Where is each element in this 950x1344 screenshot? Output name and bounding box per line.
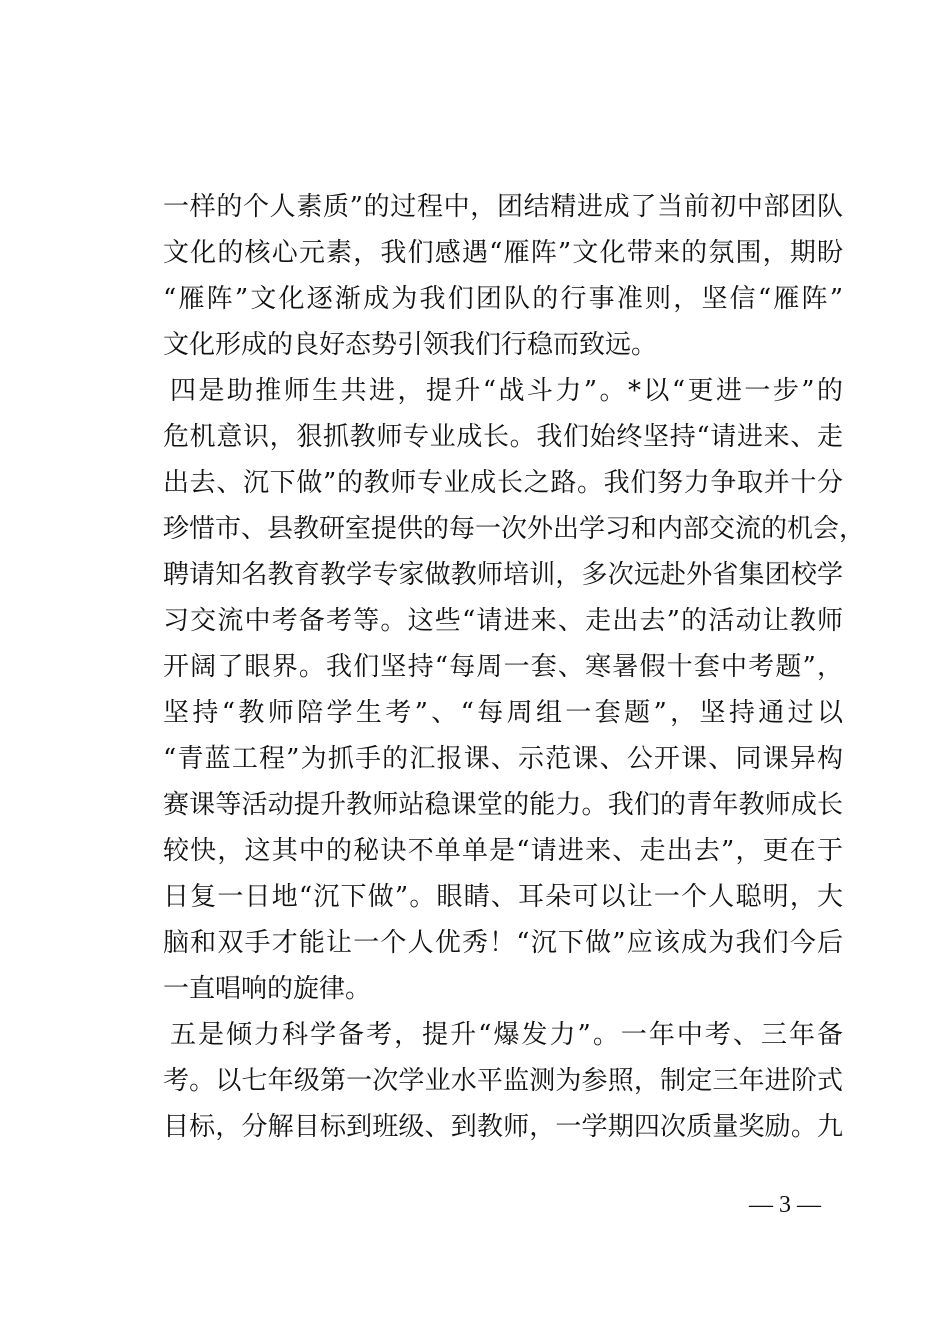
text-line: 习交流中考备考等。这些“请进来、走出去”的活动让教师 <box>163 606 843 636</box>
text-line: 珍惜市、县教研室提供的每一次外出学习和内部交流的机会， <box>163 514 866 544</box>
text-line: 一样的个人素质”的过程中，团结精进成了当前初中部团队 <box>163 192 843 222</box>
text-line: 坚持“教师陪学生考”、“每周组一套题”，坚持通过以 <box>163 698 843 728</box>
text-line: 较快，这其中的秘诀不单单是“请进来、走出去”，更在于 <box>163 836 843 866</box>
text-line: 赛课等活动提升教师站稳课堂的能力。我们的青年教师成长 <box>163 790 843 820</box>
text-line: 聘请知名教育教学专家做教师培训，多次远赴外省集团校学 <box>163 560 843 590</box>
text-line: 考。以七年级第一次学业水平监测为参照，制定三年进阶式 <box>163 1066 843 1096</box>
text-line: “青蓝工程”为抓手的汇报课、示范课、公开课、同课异构 <box>163 744 843 774</box>
page-number: — 3 — <box>749 1192 821 1218</box>
paragraph-3 <box>163 1012 843 1150</box>
paragraph-2 <box>163 368 866 1012</box>
text-line: 文化的核心元素，我们感遇“雁阵”文化带来的氛围，期盼 <box>163 238 843 268</box>
text-line: 出去、沉下做”的教师专业成长之路。我们努力争取并十分 <box>163 468 843 498</box>
body-text <box>163 184 866 1150</box>
text-line: 一直唱响的旋律。 <box>163 974 372 1004</box>
text-line: 目标，分解目标到班级、到教师，一学期四次质量奖励。九 <box>163 1112 843 1142</box>
paragraph-1 <box>163 184 843 368</box>
text-line: 文化形成的良好态势引领我们行稳而致远。 <box>163 330 658 360</box>
text-line: “雁阵”文化逐渐成为我们团队的行事准则，坚信“雁阵” <box>163 284 843 314</box>
text-line: 脑和双手才能让一个人优秀！“沉下做”应该成为我们今后 <box>163 928 843 958</box>
text-line: 四是助推师生共进，提升“战斗力”。*以“更进一步”的 <box>170 376 843 406</box>
text-line: 开阔了眼界。我们坚持“每周一套、寒暑假十套中考题”， <box>163 652 843 682</box>
text-line: 五是倾力科学备考，提升“爆发力”。一年中考、三年备 <box>170 1020 843 1050</box>
text-line: 危机意识，狠抓教师专业成长。我们始终坚持“请进来、走 <box>163 422 843 452</box>
text-line: 日复一日地“沉下做”。眼睛、耳朵可以让一个人聪明，大 <box>163 882 843 912</box>
